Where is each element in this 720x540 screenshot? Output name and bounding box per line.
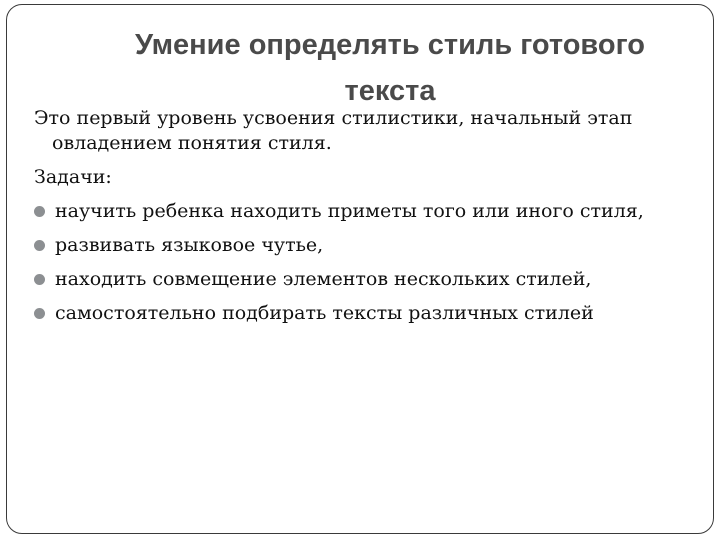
list-item-text: развивать языковое чутье,: [55, 234, 324, 256]
bullet-dot-icon: [34, 308, 45, 319]
title-line-2: текста: [344, 75, 436, 107]
bullet-dot-icon: [34, 240, 45, 251]
slide-title: [60, 22, 720, 114]
list-item: [34, 199, 684, 224]
bullet-dot-icon: [34, 274, 45, 285]
list-item-text: находить совмещение элементов нескольких стилей,: [55, 268, 592, 290]
list-item: [34, 267, 684, 292]
intro-paragraph: Это первый уровень усвоения стилистики, начальный этап овладением понятия стиля.: [34, 107, 633, 154]
slide-body: [34, 106, 684, 335]
bullet-dot-icon: [34, 206, 45, 217]
tasks-label: Задачи:: [34, 166, 112, 188]
title-line-1: Умение определять стиль готового: [134, 29, 645, 61]
list-item-text: самостоятельно подбирать тексты различных стилей: [55, 302, 594, 324]
list-item: [34, 233, 684, 258]
list-item-text: научить ребенка находить приметы того или иного стиля,: [55, 200, 644, 222]
list-item: [34, 301, 684, 326]
